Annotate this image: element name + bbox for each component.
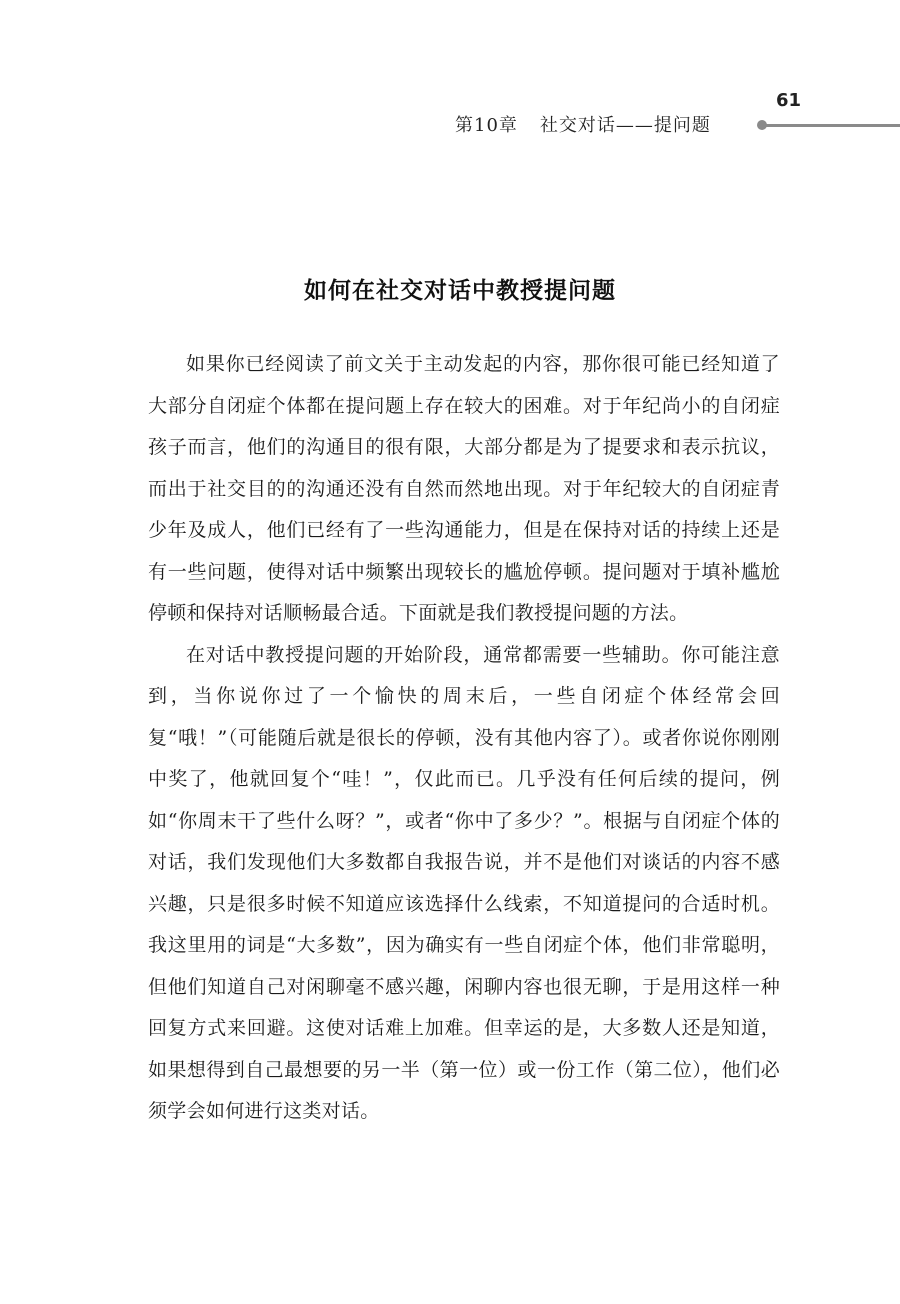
page-number: 61 xyxy=(776,90,802,111)
chapter-number: 第10章 xyxy=(455,115,518,136)
running-head xyxy=(455,111,711,137)
paragraph: 如果你已经阅读了前文关于主动发起的内容，那你很可能已经知道了大部分自闭症个体都在提问题上存在较大的困难。对于年纪尚小的自闭症孩子而言，他们的沟通目的很有限，大部分都是为了提要求和表示抗议，而出于社交目的的沟通还没有自然而然地出现。对于年纪较大的自闭症青少年及成人，他们已经有了一些沟通能力，但是在保持对话的持续上还是有一些问题，使得对话中频繁出现较长的尴尬停顿。提问题对于填补尴尬停顿和保持对话顺畅最合适。下面就是我们教授提问题的方法。 xyxy=(148,353,780,624)
chapter-title: 社交对话——提问题 xyxy=(539,115,711,136)
paragraph: 在对话中教授提问题的开始阶段，通常都需要一些辅助。你可能注意到，当你说你过了一个愉快的周末后，一些自闭症个体经常会回复“哦！”（可能随后就是很长的停顿，没有其他内容了）。或者你说你刚刚中奖了，他就回复个“哇！”，仅此而已。几乎没有任何后续的提问，例如“你周末干了些什么呀？”，或者“你中了多少？”。根据与自闭症个体的对话，我们发现他们大多数都自我报告说，并不是他们对谈话的内容不感兴趣，只是很多时候不知道应该选择什么线索，不知道提问的合适时机。我这里用的词是“大多数”，因为确实有一些自闭症个体，他们非常聪明，但他们知道自己对闲聊毫不感兴趣，闲聊内容也很无聊，于是用这样一种回复方式来回避。这使对话难上加难。但幸运的是，大多数人还是知道，如果想得到自己最想要的另一半（第一位）或一份工作（第二位），他们必须学会如何进行这类对话。 xyxy=(148,643,780,1122)
header-rule xyxy=(763,124,900,127)
body-text xyxy=(148,344,780,1133)
section-title: 如何在社交对话中教授提问题 xyxy=(304,278,616,305)
